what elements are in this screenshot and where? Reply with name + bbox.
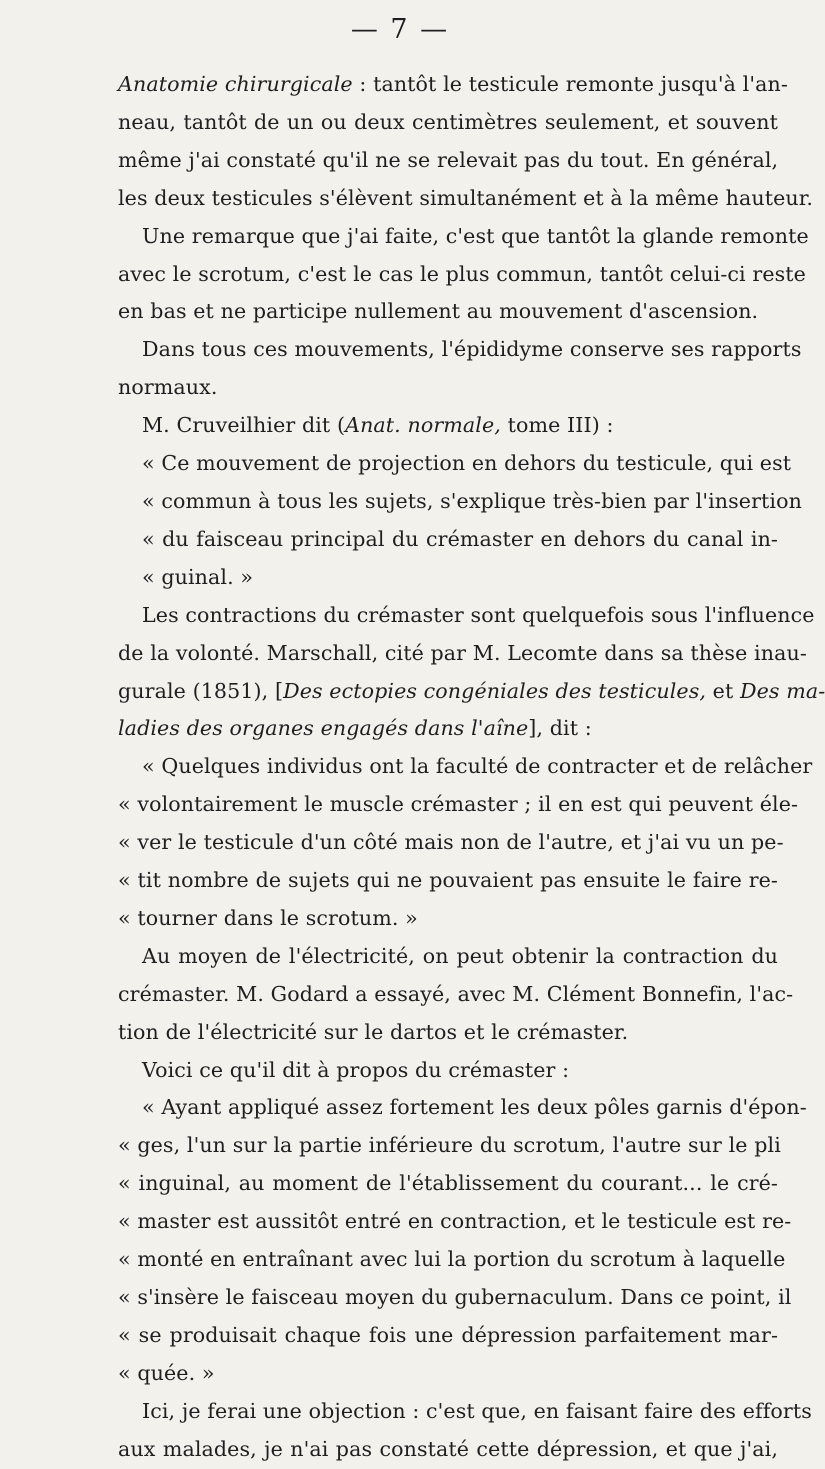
text-run: ], dit : [528, 716, 592, 741]
text-run: « du faisceau principal du crémaster en dehors du canal in- [142, 526, 778, 551]
text-line [118, 976, 794, 1014]
text-line [118, 218, 809, 256]
text-run: Les contractions du crémaster sont quelquefois sous l'influence [142, 602, 815, 627]
text-run: Une remarque que j'ai faite, c'est que tantôt la glande remonte [142, 223, 809, 248]
text-line [118, 142, 778, 180]
text-run: de la volonté. Marschall, cité par M. Lecomte dans sa thèse inau- [118, 640, 807, 665]
text-line [118, 1317, 778, 1355]
text-run: Voici ce qu'il dit à propos du crémaster : [142, 1057, 570, 1082]
text-run: et [706, 678, 740, 703]
text-line [118, 748, 813, 786]
text-run: « ges, l'un sur la partie inférieure du scrotum, l'autre sur le pli [118, 1133, 781, 1158]
text-run: « ver le testicule d'un côté mais non de l'autre, et j'ai vu un pe- [118, 830, 784, 855]
text-run: aux malades, je n'ai pas constaté cette dépression, et que j'ai, [118, 1436, 778, 1461]
text-line [118, 256, 806, 294]
text-run: Dans tous ces mouvements, l'épididyme conserve ses rapports [142, 337, 802, 362]
text-run: neau, tantôt de un ou deux centimètres seulement, et souvent [118, 109, 778, 134]
text-line [118, 1052, 778, 1090]
text-run: tion de l'électricité sur le dartos et le crémaster. [118, 1019, 629, 1044]
text-line [118, 180, 814, 218]
text-line [118, 104, 778, 142]
page-number: — 7 — [350, 14, 450, 45]
text-run: en bas et ne participe nullement au mouvement d'ascension. [118, 299, 759, 324]
text-run: Ici, je ferai une objection : c'est que, en faisant faire des efforts [142, 1398, 812, 1423]
text-run: crémaster. M. Godard a essayé, avec M. Clément Bonnefin, l'ac- [118, 981, 794, 1006]
text-line [118, 1241, 786, 1279]
text-run: « Quelques individus ont la faculté de contracter et de relâcher [142, 754, 813, 779]
text-line [118, 710, 778, 748]
text-run: « commun à tous les sujets, s'explique très-bien par l'insertion [142, 488, 802, 513]
text-run: « tit nombre de sujets qui ne pouvaient pas ensuite le faire re- [118, 868, 778, 893]
text-run: tome III) : [500, 413, 614, 438]
text-run: « tourner dans le scrotum. » [118, 905, 418, 930]
text-line [118, 597, 815, 635]
text-line [118, 66, 788, 104]
text-run: « quée. » [118, 1360, 215, 1385]
italic-text: Des ectopies congéniales des testicules, [283, 678, 707, 703]
text-line [118, 331, 802, 369]
text-run: « guinal. » [142, 564, 254, 589]
text-line [118, 1355, 778, 1393]
text-line [118, 1203, 792, 1241]
text-line [118, 1014, 778, 1052]
text-line [118, 483, 802, 521]
italic-text: ladies des organes engagés dans l'aîne [118, 716, 529, 741]
text-line [118, 369, 778, 407]
text-line [118, 1279, 792, 1317]
text-line [118, 635, 807, 673]
text-run: gurale (1851), [ [118, 678, 284, 703]
body-text [118, 66, 825, 1469]
text-run: Au moyen de l'électricité, on peut obtenir la contraction du [142, 943, 778, 968]
text-run: « inguinal, au moment de l'établissement du courant... le cré- [118, 1171, 778, 1196]
italic-text: Des ma- [740, 678, 825, 703]
text-run: « Ayant appliqué assez fortement les deux pôles garnis d'épon- [142, 1095, 807, 1120]
text-run: « master est aussitôt entré en contraction, et le testicule est re- [118, 1209, 792, 1234]
text-run: « s'insère le faisceau moyen du gubernaculum. Dans ce point, il [118, 1285, 792, 1309]
text-line [118, 445, 792, 483]
text-line [118, 1089, 807, 1127]
text-line [118, 293, 778, 331]
text-run: : tantôt le testicule remonte jusqu'à l'an- [352, 72, 788, 96]
text-line [118, 1165, 778, 1203]
text-run: M. Cruveilhier dit ( [142, 413, 346, 438]
text-run: « se produisait chaque fois une dépression parfaitement mar- [118, 1322, 778, 1347]
text-run: les deux testicules s'élèvent simultanément et à la même hauteur. [118, 185, 814, 210]
text-line [118, 673, 825, 711]
italic-text: Anat. normale, [345, 413, 501, 438]
text-line [118, 521, 778, 559]
text-run: normaux. [118, 375, 218, 400]
text-line [118, 938, 778, 976]
text-line [118, 1393, 812, 1431]
text-line [118, 786, 799, 824]
italic-text: Anatomie chirurgicale [118, 72, 353, 96]
text-line [118, 862, 778, 900]
text-run: « monté en entraînant avec lui la portion du scrotum à laquelle [118, 1247, 786, 1272]
text-run: « Ce mouvement de projection en dehors du testicule, qui est [142, 451, 792, 476]
text-line [118, 1431, 778, 1469]
text-line [118, 824, 784, 862]
text-line [118, 407, 778, 445]
text-line [118, 559, 778, 597]
text-line [118, 900, 778, 938]
text-line [118, 1127, 781, 1165]
text-run: « volontairement le muscle crémaster ; il en est qui peuvent éle- [118, 792, 799, 817]
text-run: avec le scrotum, c'est le cas le plus commun, tantôt celui-ci reste [118, 261, 806, 286]
text-run: même j'ai constaté qu'il ne se relevait pas du tout. En général, [118, 147, 779, 172]
